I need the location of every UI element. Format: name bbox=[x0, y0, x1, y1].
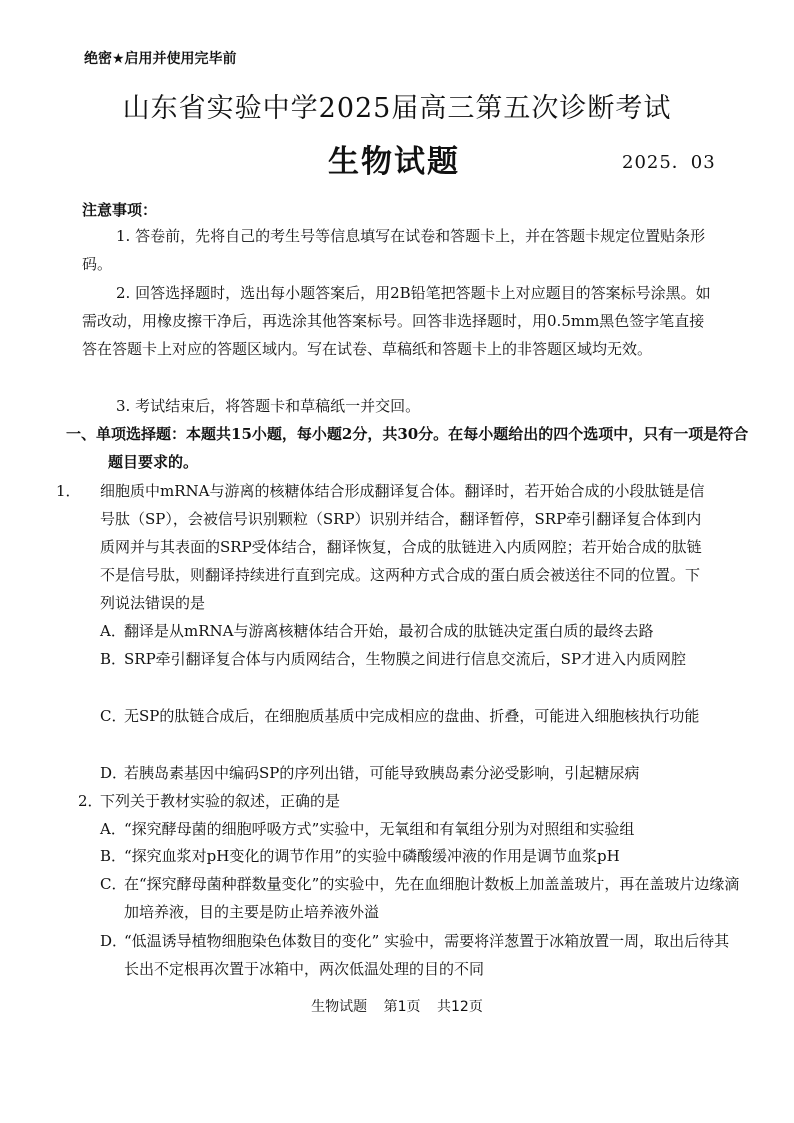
question-text: 细胞质中mRNA与游离的核糖体结合形成翻译复合体。翻译时，若开始合成的小段肽链是信号肽（SP），会被信号识别颗粒（SRP）识别并结合，翻译暂停，SRP牵引翻译复合体到内质网并与其表面的SRP受体结合，翻译恢复，合成的肽链进入内质网腔；若开始合成的肽链不是信号肽，则翻译持续进行直到完成。这两种方式合成的蛋白质会被送往不同的位置。下列说法错误的是 bbox=[100, 482, 705, 612]
option-label: B． bbox=[100, 650, 127, 668]
question-1-option-c bbox=[100, 702, 740, 730]
footer-page-total: 共12页 bbox=[437, 999, 483, 1015]
question-text: 下列关于教材实验的叙述，正确的是 bbox=[100, 792, 341, 810]
question-2 bbox=[78, 787, 714, 815]
footer-subject: 生物试题 bbox=[311, 999, 368, 1015]
question-2-option-d bbox=[100, 927, 740, 983]
exam-title: 山东省实验中学2025届高三第五次诊断考试 bbox=[122, 93, 672, 124]
section-heading: 一、单项选择题：本题共15小题，每小题2分，共30分。在每小题给出的四个选项中，只有一项是符合题目要求的。 bbox=[66, 425, 749, 471]
notice-item-1: 1. 答卷前，先将自己的考生号等信息填写在试卷和答题卡上，并在答题卡规定位置贴条形码。 bbox=[82, 227, 706, 273]
question-number: 1． bbox=[56, 482, 81, 500]
question-1 bbox=[56, 477, 714, 617]
notice-item-2: 2. 回答选择题时，选出每小题答案后，用2B铅笔把答题卡上对应题目的答案标号涂黑。如需改动，用橡皮擦干净后，再选涂其他答案标号。回答非选择题时，用0.5mm黑色签字笔直接答在答题卡上对应的答题区域内。写在试卷、草稿纸和答题卡上的非答题区域均无效。 bbox=[82, 284, 711, 358]
option-text: 无SP的肽链合成后，在细胞质基质中完成相应的盘曲、折叠，可能进入细胞核执行功能 bbox=[124, 707, 700, 725]
footer-page-number: 第1页 bbox=[383, 999, 421, 1015]
question-1-option-a bbox=[100, 617, 740, 645]
question-2-option-b bbox=[100, 842, 740, 870]
option-label: D． bbox=[100, 764, 128, 782]
option-text: 在“探究酵母菌种群数量变化”的实验中，先在血细胞计数板上加盖盖玻片，再在盖玻片边缘滴加培养液，目的主要是防止培养液外溢 bbox=[124, 875, 740, 921]
question-2-option-a bbox=[100, 815, 740, 843]
option-text: “探究酵母菌的细胞呼吸方式”实验中，无氧组和有氧组分别为对照组和实验组 bbox=[124, 820, 635, 838]
option-text: 若胰岛素基因中编码SP的序列出错，可能导致胰岛素分泌受影响，引起糖尿病 bbox=[124, 764, 640, 782]
option-label: A． bbox=[100, 622, 126, 640]
page-footer bbox=[0, 996, 794, 1016]
option-label: B． bbox=[100, 847, 127, 865]
question-1-option-d bbox=[100, 759, 740, 787]
notice-item-3: 3. 考试结束后，将答题卡和草稿纸一并交回。 bbox=[116, 397, 421, 415]
question-1-option-b bbox=[100, 645, 740, 673]
confidential-label: 绝密★启用并使用完毕前 bbox=[84, 51, 237, 67]
option-text: “探究血浆对pH变化的调节作用”的实验中磷酸缓冲液的作用是调节血浆pH bbox=[124, 847, 620, 865]
option-label: C． bbox=[100, 707, 127, 725]
subject-title: 生物试题 bbox=[328, 144, 460, 180]
option-text: “低温诱导植物细胞染色体数目的变化” 实验中，需要将洋葱置于冰箱放置一周，取出后待其长出不定根再次置于冰箱中，两次低温处理的目的不同 bbox=[124, 932, 730, 978]
option-label: D． bbox=[100, 932, 128, 950]
question-number: 2． bbox=[78, 792, 103, 810]
question-stem bbox=[78, 787, 714, 815]
exam-date: 2025．03 bbox=[622, 152, 716, 173]
question-2-option-c bbox=[100, 870, 740, 926]
notice-heading: 注意事项： bbox=[82, 201, 158, 219]
question-stem bbox=[56, 477, 714, 617]
option-label: A． bbox=[100, 820, 126, 838]
option-text: SRP牵引翻译复合体与内质网结合，生物膜之间进行信息交流后，SP才进入内质网腔 bbox=[124, 650, 687, 668]
option-text: 翻译是从mRNA与游离核糖体结合开始，最初合成的肽链决定蛋白质的最终去路 bbox=[124, 622, 654, 640]
option-label: C． bbox=[100, 875, 127, 893]
